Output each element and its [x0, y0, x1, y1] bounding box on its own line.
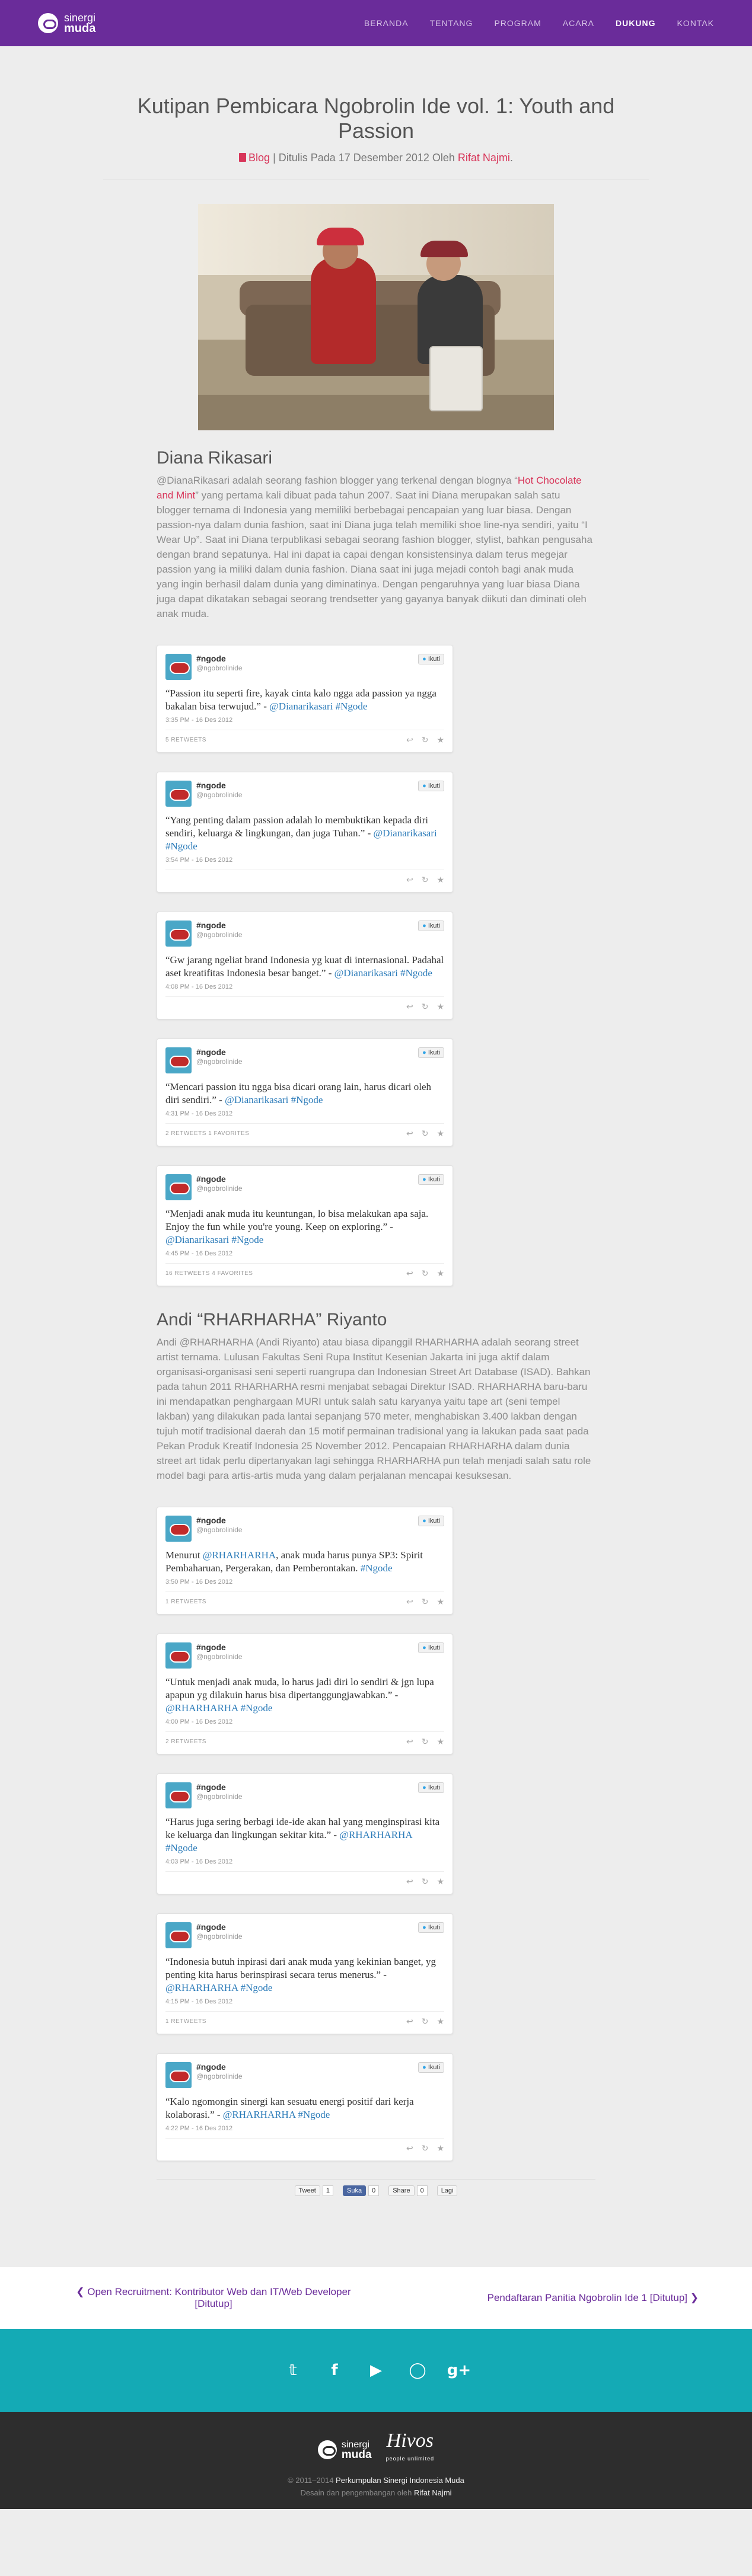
- retweet-icon[interactable]: ↻: [421, 2016, 429, 2026]
- reply-icon[interactable]: ↩: [406, 1597, 413, 1606]
- footer-logo-hivos[interactable]: Hivos people unlimited: [385, 2430, 435, 2462]
- instagram-icon[interactable]: ◯: [409, 2361, 426, 2379]
- tweet-card: [157, 1634, 453, 1754]
- tweet-author[interactable]: #ngode: [196, 781, 226, 790]
- nav-tentang[interactable]: TENTANG: [429, 18, 473, 28]
- follow-button[interactable]: ● Ikuti: [418, 1174, 444, 1185]
- avatar[interactable]: [165, 1642, 192, 1669]
- tweet-card: [157, 1165, 453, 1286]
- twitter-bird-icon: ●: [422, 1517, 426, 1524]
- facebook-icon[interactable]: f: [331, 2361, 338, 2379]
- prev-post-link[interactable]: ❮ Open Recruitment: Kontributor Web dan IT/Web Developer [Ditutup]: [76, 2286, 351, 2309]
- reply-icon[interactable]: ↩: [406, 1129, 413, 1138]
- post-navigation: [0, 2267, 752, 2329]
- next-post-link[interactable]: Pendaftaran Panitia Ngobrolin Ide 1 [Ditutup] ❯: [487, 2292, 699, 2303]
- tweet-handle: @ngobrolinide: [196, 1526, 243, 1534]
- retweet-icon[interactable]: ↻: [421, 735, 429, 744]
- tweet-card: [157, 1507, 453, 1615]
- tweet-link[interactable]: @Dianarikasari #Ngode: [269, 701, 368, 712]
- tweet-card: [157, 1038, 453, 1146]
- reply-icon[interactable]: ↩: [406, 875, 413, 884]
- tweet-handle: @ngobrolinide: [196, 931, 243, 939]
- retweet-icon[interactable]: ↻: [421, 1737, 429, 1746]
- tweet-list-andi: [157, 1507, 595, 2161]
- twitter-bird-icon: ●: [422, 782, 426, 790]
- tweet-link[interactable]: @Dianarikasari #Ngode: [225, 1094, 323, 1105]
- retweet-icon[interactable]: ↻: [421, 1002, 429, 1011]
- tweet-author[interactable]: #ngode: [196, 2062, 226, 2072]
- reply-icon[interactable]: ↩: [406, 1002, 413, 1011]
- tweet-author[interactable]: #ngode: [196, 921, 226, 930]
- tweet-author[interactable]: #ngode: [196, 1642, 226, 1652]
- follow-button[interactable]: ● Ikuti: [418, 781, 444, 791]
- tweet-date[interactable]: 4:31 PM - 16 Des 2012: [165, 1110, 233, 1117]
- post-meta: [79, 152, 673, 164]
- tweet-date[interactable]: 4:08 PM - 16 Des 2012: [165, 983, 233, 990]
- main-content: [79, 46, 673, 2196]
- follow-button[interactable]: ● Ikuti: [418, 1516, 444, 1526]
- navbar: [0, 0, 752, 46]
- design-credit: Desain dan pengembangan oleh Rifat Najmi: [300, 2488, 452, 2497]
- logo-line1: sinergi: [64, 12, 96, 24]
- twitter-bird-icon: ●: [422, 1176, 426, 1183]
- tweet-date[interactable]: 3:35 PM - 16 Des 2012: [165, 717, 233, 724]
- meta-end: .: [509, 152, 513, 164]
- twitter-bird-icon: ●: [422, 656, 426, 663]
- avatar[interactable]: [165, 2062, 192, 2088]
- tweet-handle: @ngobrolinide: [196, 1057, 243, 1066]
- main-nav: [364, 18, 714, 28]
- tweet-link[interactable]: @Dianarikasari #Ngode: [165, 827, 437, 852]
- tweet-stats: 5 RETWEETS: [165, 737, 206, 743]
- tweet-link[interactable]: @RHARHARHA #Ngode: [165, 1702, 273, 1714]
- avatar[interactable]: [165, 1174, 192, 1200]
- category-link[interactable]: Blog: [248, 152, 270, 164]
- site-logo[interactable]: [38, 12, 95, 34]
- tweet-author[interactable]: #ngode: [196, 1782, 226, 1792]
- speaker-heading-andi: Andi “RHARHARHA” Riyanto: [157, 1310, 387, 1329]
- tweet-author[interactable]: #ngode: [196, 1922, 226, 1932]
- tweet-handle: @ngobrolinide: [196, 664, 243, 672]
- tweet-card: [157, 1913, 453, 2034]
- tweet-text: “Gw jarang ngeliat brand Indonesia yg kuat di internasional. Padahal aset kreatifitas Indonesia besar banget.” - @Dianarikasari #Ngode: [165, 954, 444, 979]
- tweet-text: “Mencari passion itu ngga bisa dicari orang lain, harus dicari oleh diri sendiri.” - @Dianarikasari #Ngode: [165, 1081, 431, 1105]
- retweet-icon[interactable]: ↻: [421, 1268, 429, 1278]
- twitter-bird-icon: ●: [422, 1644, 426, 1651]
- footer: [0, 2412, 752, 2509]
- tweet-handle: @ngobrolinide: [196, 2072, 243, 2080]
- tweet-list-diana: [157, 645, 595, 1286]
- tweet-text: “Passion itu seperti fire, kayak cinta kalo ngga ada passion ya ngga bakalan bisa terwujud.” - @Dianarikasari #Ngode: [165, 688, 436, 712]
- nav-acara[interactable]: ACARA: [562, 18, 595, 28]
- retweet-icon[interactable]: ↻: [421, 1877, 429, 1886]
- youtube-icon[interactable]: ▶: [370, 2361, 382, 2379]
- nav-beranda[interactable]: BERANDA: [364, 18, 409, 28]
- copyright: © 2011–2014 Perkumpulan Sinergi Indonesia Muda: [288, 2476, 464, 2485]
- tweet-card: [157, 912, 453, 1019]
- reply-icon[interactable]: ↩: [406, 2016, 413, 2026]
- reply-icon[interactable]: ↩: [406, 1737, 413, 1746]
- speaker-bio-andi: Andi @RHARHARHA (Andi Riyanto) atau biasa dipanggil RHARHARHA adalah seorang street artist ternama. Lulusan Fakultas Seni Rupa Institut Kesenian Jakarta ini juga aktif dalam organisasi-organisasi seni seperti ruangrupa dan Indonesian Street Art Database (ISAD). Bahkan pada tahun 2011 RHARHARHA resmi menjabat sebagai Direktur ISAD. RHARHARHA baru-baru ini mendapatkan penghargaan MURI untuk salah satu karyanya yaitu tape art (seni tempel lakban) yang dilakukan pada lantai sepanjang 570 meter, menghabiskan 3.400 lakban dengan tujuh motif tradisional daerah dan 15 motif permainan tradisional yang ia lakukan pada saat pada Pekan Produk Kreatif Indonesia 25 November 2012. Pencapaian RHARHARHA dalam dunia street art tidak perlu dipertanyakan lagi sehingga RHARHARHA pun telah menjadi salah satu role model bagi para artis-artis muda yang dalam perjalanan mencapai kesuksesan.: [157, 1337, 591, 1481]
- follow-button[interactable]: ● Ikuti: [418, 1047, 444, 1058]
- follow-button[interactable]: ● Ikuti: [418, 1922, 444, 1933]
- tweet-hashtag[interactable]: #Ngode: [360, 1562, 393, 1574]
- tweet-handle: @ngobrolinide: [196, 1792, 243, 1801]
- tweet-card: [157, 645, 453, 753]
- tweet-stats: 1 RETWEETS: [165, 1599, 206, 1605]
- tweet-card: [157, 2053, 453, 2161]
- avatar[interactable]: [165, 1047, 192, 1073]
- tweet-link[interactable]: @RHARHARHA: [202, 1549, 276, 1561]
- tweet-date[interactable]: 4:15 PM - 16 Des 2012: [165, 1998, 233, 2005]
- like-button[interactable]: Suka: [343, 2185, 366, 2196]
- blog-link[interactable]: Hot Chocolate and Mint: [157, 475, 582, 501]
- follow-button[interactable]: ● Ikuti: [418, 654, 444, 664]
- tweet-date[interactable]: 4:45 PM - 16 Des 2012: [165, 1250, 233, 1257]
- avatar[interactable]: [165, 921, 192, 947]
- retweet-icon[interactable]: ↻: [421, 2143, 429, 2153]
- twitter-bird-icon: ●: [422, 922, 426, 929]
- tweet-text: “Menjadi anak muda itu keuntungan, lo bisa melakukan apa saja. Enjoy the fun while you're young. Keep on exploring.” - @Dianarikasari #Ngode: [165, 1208, 429, 1245]
- avatar[interactable]: [165, 781, 192, 807]
- logo-icon: [38, 13, 58, 33]
- tweet-handle: @ngobrolinide: [196, 1653, 243, 1661]
- tweet-text: “Yang penting dalam passion adalah lo membuktikan kepada diri sendiri, keluarga & lingkungan, dan juga Tuhan.” - @Dianarikasari #Ngode: [165, 814, 437, 852]
- author-link[interactable]: Rifat Najmi: [457, 152, 510, 164]
- twitter-bird-icon: ●: [422, 2064, 426, 2071]
- meta-text: | Ditulis Pada 17 Desember 2012 Oleh: [270, 152, 458, 164]
- tweet-link[interactable]: @RHARHARHA #Ngode: [222, 2109, 330, 2120]
- nav-dukung[interactable]: DUKUNG: [616, 18, 656, 28]
- reply-icon[interactable]: ↩: [406, 1877, 413, 1886]
- share-button[interactable]: Share: [388, 2185, 414, 2196]
- tweet-text: “Harus juga sering berbagi ide-ide akan hal yang menginspirasi kita ke keluarga dan lingkungan sekitar kita.” - @RHARHARHA #Ngode: [165, 1816, 440, 1853]
- speaker-bio-diana: @DianaRikasari adalah seorang fashion blogger yang terkenal dengan blognya “Hot Chocolate and Mint” yang pertama kali dibuat pada tahun 2007. Saat ini Diana merupakan salah satu blogger ternama di Indonesia yang memiliki berbebagai pencapaian yang luar biasa. Dengan passion-nya dalam dunia fashion, saat ini Diana juga telah memiliki shoe line-nya sendiri, yaitu “I Wear Up”. Saat ini Diana terpublikasi sebagai seorang fashion blogger, stylist, bahkan pengusaha dengan brand sepatunya. Hal ini dapat ia capai dengan konsistensinya dalam terus megejar passion yang ia miliki dalam dunia fashion. Diana saat ini juga mejadi contoh bagi anak muda yang ingin berhasil dalam dunia yang diminatinya. Dengan pengaruhnya yang luar biasa Diana juga dapat dikatakan sebagai seorang trendsetter yang gayanya banyak diikuti dan diminati oleh anak muda.: [157, 475, 592, 619]
- favorite-icon[interactable]: ★: [436, 2016, 444, 2026]
- share-bar: [157, 2185, 595, 2196]
- reply-icon[interactable]: ↩: [406, 1268, 413, 1278]
- favorite-icon[interactable]: ★: [436, 875, 444, 884]
- tweet-date[interactable]: 4:03 PM - 16 Des 2012: [165, 1858, 233, 1865]
- twitter-icon[interactable]: 𝕥: [289, 2361, 297, 2379]
- twitter-bird-icon: ●: [422, 1784, 426, 1791]
- tweet-stats: 16 RETWEETS 4 FAVORITES: [165, 1270, 253, 1277]
- tweet-link[interactable]: @RHARHARHA #Ngode: [165, 1982, 273, 1993]
- tweet-text: “Untuk menjadi anak muda, lo harus jadi diri lo sendiri & jgn lupa apapun yg dilakuin harus bisa dipertanggungjawabkan.” - @RHARHARHA #Ngode: [165, 1676, 434, 1714]
- tweet-date[interactable]: 4:00 PM - 16 Des 2012: [165, 1718, 233, 1725]
- reply-icon[interactable]: ↩: [406, 735, 413, 744]
- tweet-date[interactable]: 4:22 PM - 16 Des 2012: [165, 2125, 233, 2132]
- tweet-handle: @ngobrolinide: [196, 1932, 243, 1941]
- designer-link[interactable]: Rifat Najmi: [413, 2488, 452, 2497]
- follow-button[interactable]: ● Ikuti: [418, 2062, 444, 2073]
- tweet-stats: 2 RETWEETS: [165, 1738, 206, 1745]
- logo-icon: [318, 2440, 337, 2459]
- tweet-card: [157, 772, 453, 893]
- tweet-button[interactable]: Tweet: [295, 2185, 320, 2196]
- google-plus-icon[interactable]: g+: [447, 2361, 471, 2379]
- tweet-link[interactable]: @Dianarikasari #Ngode: [334, 967, 432, 979]
- page-title: Kutipan Pembicara Ngobrolin Ide vol. 1: Youth and Passion: [137, 94, 615, 143]
- nav-program[interactable]: PROGRAM: [494, 18, 541, 28]
- twitter-bird-icon: ●: [422, 1924, 426, 1931]
- tweet-date[interactable]: 3:50 PM - 16 Des 2012: [165, 1578, 233, 1586]
- tweet-stats: 1 RETWEETS: [165, 2018, 206, 2025]
- follow-button[interactable]: ● Ikuti: [418, 1642, 444, 1653]
- follow-button[interactable]: ● Ikuti: [418, 1782, 444, 1793]
- like-count: 0: [368, 2185, 379, 2196]
- tweet-handle: @ngobrolinide: [196, 791, 243, 799]
- tweet-author[interactable]: #ngode: [196, 1047, 226, 1057]
- footer-logo-sinergi[interactable]: sinergi muda: [318, 2440, 372, 2460]
- tweet-text: Menurut @RHARHARHA, anak muda harus punya SP3: Spirit Pembaharuan, Pergerakan, dan Pemberontakan. #Ngode: [165, 1549, 423, 1574]
- favorite-icon[interactable]: ★: [436, 735, 444, 744]
- tweet-author[interactable]: #ngode: [196, 1516, 226, 1525]
- tweet-link[interactable]: @Dianarikasari #Ngode: [165, 1234, 264, 1245]
- twitter-bird-icon: ●: [422, 1049, 426, 1056]
- tweet-handle: @ngobrolinide: [196, 1184, 243, 1193]
- speaker-heading-diana: Diana Rikasari: [157, 448, 273, 468]
- favorite-icon[interactable]: ★: [436, 1002, 444, 1011]
- tweet-author[interactable]: #ngode: [196, 654, 226, 663]
- tweet-text: “Kalo ngomongin sinergi kan sesuatu energi positif dari kerja kolaborasi.” - @RHARHARHA #Ngode: [165, 2096, 414, 2120]
- avatar[interactable]: [165, 1782, 192, 1808]
- tweet-author[interactable]: #ngode: [196, 1174, 226, 1184]
- share-count: 0: [417, 2185, 428, 2196]
- favorite-icon[interactable]: ★: [436, 2143, 444, 2153]
- plus-button[interactable]: Lagi: [437, 2185, 458, 2196]
- tweet-date[interactable]: 3:54 PM - 16 Des 2012: [165, 856, 233, 864]
- reply-icon[interactable]: ↩: [406, 2143, 413, 2153]
- follow-button[interactable]: ● Ikuti: [418, 921, 444, 931]
- avatar[interactable]: [165, 1922, 192, 1948]
- avatar[interactable]: [165, 654, 192, 680]
- retweet-icon[interactable]: ↻: [421, 875, 429, 884]
- logo-line2: muda: [64, 22, 96, 35]
- favorite-icon[interactable]: ★: [436, 1597, 444, 1606]
- favorite-icon[interactable]: ★: [436, 1129, 444, 1138]
- tweet-stats: 2 RETWEETS 1 FAVORITES: [165, 1130, 250, 1137]
- nav-kontak[interactable]: KONTAK: [677, 18, 714, 28]
- tweet-card: [157, 1773, 453, 1894]
- tweet-text: “Indonesia butuh inpirasi dari anak muda yang kekinian banget, yg penting kita harus berinspirasi secara terus menerus.” - @RHARHARHA #Ngode: [165, 1956, 436, 1993]
- event-photo: [198, 204, 554, 430]
- social-links: [0, 2329, 752, 2412]
- favorite-icon[interactable]: ★: [436, 1877, 444, 1886]
- retweet-icon[interactable]: ↻: [421, 1129, 429, 1138]
- tweet-link[interactable]: @RHARHARHA #Ngode: [165, 1829, 412, 1853]
- favorite-icon[interactable]: ★: [436, 1737, 444, 1746]
- avatar[interactable]: [165, 1516, 192, 1542]
- favorite-icon[interactable]: ★: [436, 1268, 444, 1278]
- article-body: [157, 448, 595, 2196]
- retweet-icon[interactable]: ↻: [421, 1597, 429, 1606]
- document-icon: [239, 153, 246, 162]
- tweet-count: 1: [323, 2185, 333, 2196]
